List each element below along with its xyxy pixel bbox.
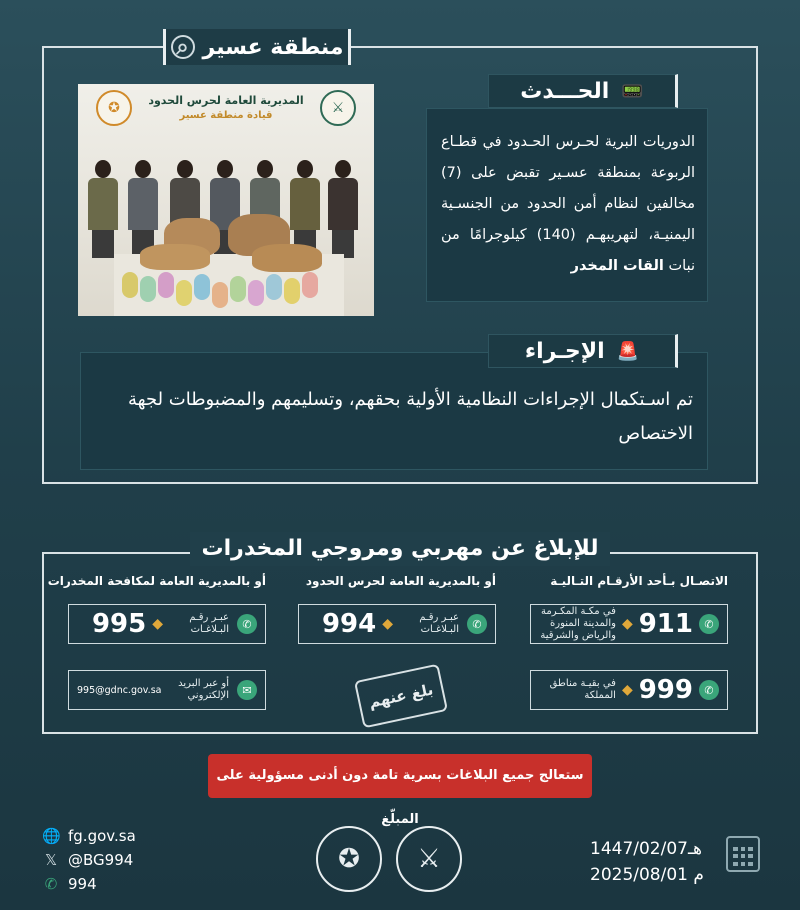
website-link[interactable]: fg.gov.sa [68, 827, 136, 845]
package [266, 274, 282, 300]
sack [140, 244, 210, 270]
mail-icon: ✉ [237, 680, 257, 700]
globe-icon: 🌐 [42, 827, 61, 845]
col1-heading: الاتصـال بـأحد الأرقـام التـاليـة [550, 574, 728, 588]
col2-heading: أو بالمديرية العامة لحرس الحدود [305, 574, 496, 588]
hotline-999[interactable] [530, 670, 728, 710]
action-tab [488, 334, 678, 368]
report-them-stamp: بلغ عنهم [354, 664, 448, 729]
number-994: 994 [321, 609, 377, 639]
confidentiality-banner: ستعالج جميع البلاغات بسرية تامة دون أدنى مسؤولية على المبلّغ [208, 754, 592, 798]
arrow-icon: ◆ [621, 616, 633, 632]
person-figure [328, 160, 358, 258]
phone-icon: ✆ [237, 614, 257, 634]
border-guard-seal-icon: ✪ [316, 826, 382, 892]
package [158, 272, 174, 298]
person-figure [128, 160, 158, 258]
person-figure [88, 160, 118, 258]
footer-phone[interactable]: 994 [68, 875, 97, 893]
date-gregorian: 2025/08/01 م [590, 865, 704, 885]
package [194, 274, 210, 300]
report-title: للإبلاغ عن مهربي ومروجي المخدرات [190, 532, 610, 566]
sack [252, 244, 322, 272]
event-text [426, 108, 708, 302]
saudi-emblem-icon: ⚔ [320, 90, 356, 126]
border-guard-logo-icon: ✪ [96, 90, 132, 126]
event-text-bold: القات المخدر [570, 258, 664, 274]
package [176, 280, 192, 306]
event-text-plain: الدوريات البرية لحـرس الحـدود في قطـاع الربوعة بمنطقة عسـير تقبض على (7) مخالفين لنظام أمن الحدود من الجنسـية اليمنيـة، لتهريبهـم (140) كيلوجرامًا من نبات [441, 134, 695, 274]
region-title: منطقة عسير [202, 34, 344, 60]
walkie-talkie-icon: 📟 [621, 80, 644, 102]
arrow-icon: ◆ [382, 616, 393, 632]
phone-icon: ✆ [467, 614, 487, 634]
ministry-seal-icon: ⚔ [396, 826, 462, 892]
email-desc: أو عبر البريد الإلكتروني [178, 678, 229, 701]
map-search-icon: ⌕ [171, 35, 195, 59]
website-row[interactable] [42, 824, 136, 848]
phone-icon: ✆ [699, 614, 719, 634]
package [140, 276, 156, 302]
package [212, 282, 228, 308]
calendar-icon [726, 836, 760, 872]
package [302, 272, 318, 298]
region-tag [163, 29, 351, 65]
hotline-995[interactable] [68, 604, 266, 644]
event-tab [488, 74, 678, 108]
date-hijri: 1447/02/07هـ [590, 839, 702, 859]
footer-contacts [42, 824, 136, 896]
phone-icon: ✆ [699, 680, 719, 700]
twitter-handle[interactable]: @BG994 [68, 851, 134, 869]
package [248, 280, 264, 306]
hotline-911[interactable] [530, 604, 728, 644]
email-contact[interactable] [68, 670, 266, 710]
number-999: 999 [638, 675, 693, 705]
arrow-icon: ◆ [621, 682, 633, 698]
hotline-994[interactable] [298, 604, 496, 644]
action-title: الإجـراء [524, 338, 605, 364]
photo-org-title: المديرية العامة لحرس الحدود [148, 94, 304, 107]
number-995: 995 [91, 609, 147, 639]
arrow-icon: ◆ [152, 616, 163, 632]
package [284, 278, 300, 304]
number-911: 911 [638, 609, 693, 639]
number-999-desc: في بقيـة مناطق المملكة [549, 678, 616, 701]
number-995-desc: عبـر رقـم البـلاغـات [189, 612, 229, 635]
seizure-photo [78, 84, 374, 316]
dates [590, 836, 704, 888]
col3-heading: أو بالمديرية العامة لمكافحة المخدرات [47, 574, 266, 588]
x-logo-icon: 𝕏 [44, 851, 58, 869]
photo-header [78, 84, 374, 132]
photo-title [148, 93, 303, 123]
package [122, 272, 138, 298]
action-text: تم اسـتكمال الإجراءات النظامية الأولية بحقهم، وتسليمهم والمضبوطات لجهة الاختصاص [80, 352, 708, 470]
number-911-desc: في مكـة المكـرمة والمدينة المنورة والرياض والشرقية [540, 606, 616, 641]
phone-row[interactable] [42, 872, 136, 896]
phone-icon: ✆ [44, 875, 58, 893]
email-address[interactable]: 995@gdnc.gov.sa [77, 684, 162, 696]
event-title: الحـــدث [520, 78, 610, 104]
siren-icon: 🚨 [616, 340, 640, 362]
number-994-desc: عبـر رقـم البـلاغـات [419, 612, 459, 635]
package [230, 276, 246, 302]
twitter-row[interactable] [42, 848, 136, 872]
photo-org-sub: قيادة منطقة عسير [179, 110, 273, 121]
